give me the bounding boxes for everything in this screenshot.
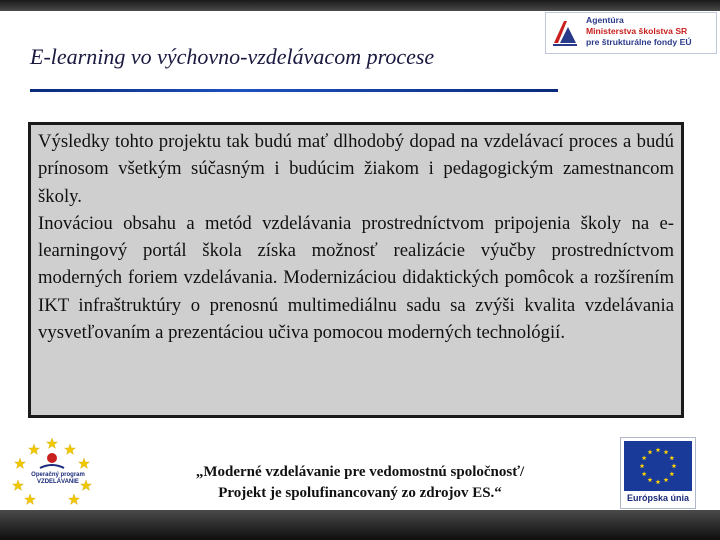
footer-line-1: „Moderné vzdelávanie pre vedomostnú spoločnosť/ [195, 464, 525, 480]
bottom-bar [0, 510, 720, 540]
content-box [28, 122, 684, 418]
agency-line-2: Ministerstva školstva SR [586, 26, 688, 36]
agency-logo [545, 12, 717, 54]
top-bar [0, 0, 720, 11]
agency-line-3: pre štrukturálne fondy EÚ [586, 37, 692, 47]
agency-text [586, 15, 714, 48]
op-line-1: Operačný program [31, 472, 85, 478]
content-text [38, 128, 674, 346]
paragraph-2: Inováciou obsahu a metód vzdelávania prostredníctvom pripojenia školy na e-learningový portál škola získa možnosť realizácie výučby prostredníctvom moderných foriem vzdelávania. Modernizáciou didaktických pomôcok a rozšírením IKT infraštruktúry o prenosnú multimediálnu sadu sa zvýši kvalita vzdelávania vysvetľovaním a prezentáciou učiva pomocou moderných technológií. [38, 212, 674, 344]
slide-title: E-learning vo výchovno-vzdelávacom procese [30, 44, 435, 69]
agency-mark-icon [550, 17, 580, 49]
eu-logo [620, 437, 696, 509]
op-logo [10, 436, 94, 508]
footer-line-2: Projekt je spolufinancovaný zo zdrojov ES.“ [218, 485, 502, 501]
op-line-2: VZDELÁVANIE [37, 479, 79, 485]
agency-line-1: Agentúra [586, 15, 624, 25]
eu-label: Európska únia [626, 493, 689, 503]
footer-text [140, 462, 580, 504]
paragraph-1: Výsledky tohto projektu tak budú mať dlhodobý dopad na vzdelávací proces a budú prínosom všetkým súčasným i budúcim žiakom i pedagogickým zamestnancom školy. [38, 131, 674, 207]
op-text [30, 472, 86, 486]
eu-flag-icon [624, 441, 692, 491]
title-underline [30, 89, 558, 92]
